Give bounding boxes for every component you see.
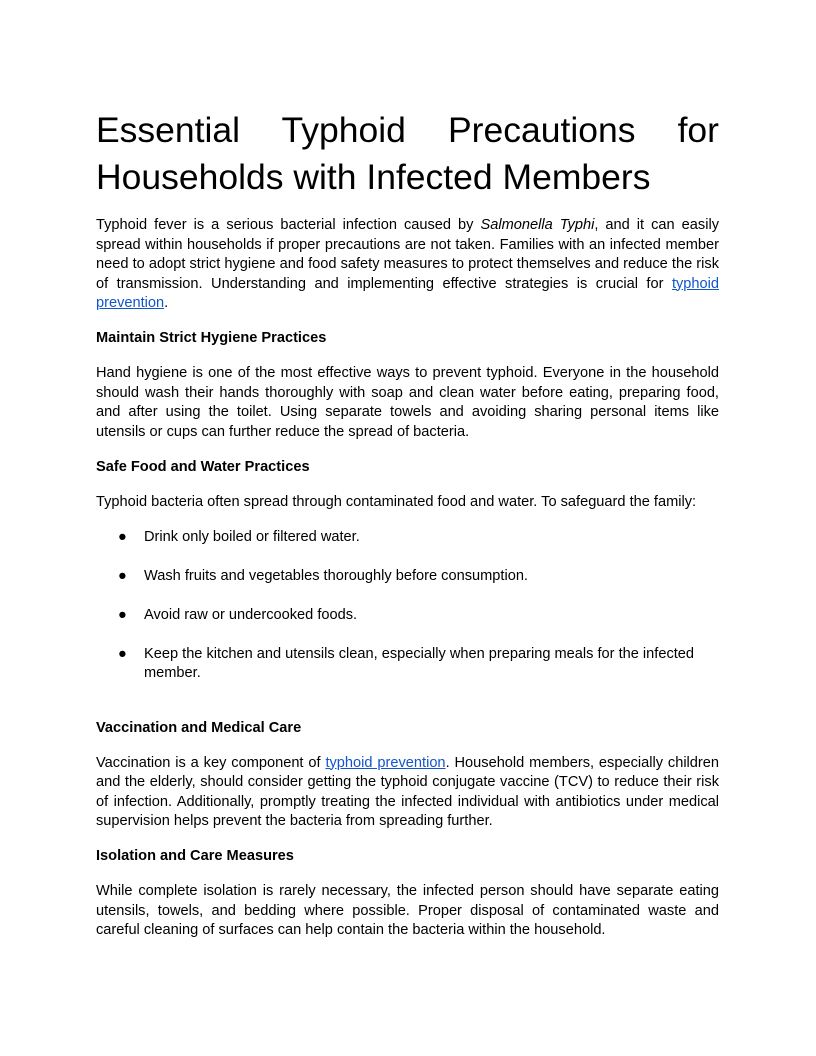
- list-item-text: Avoid raw or undercooked foods.: [144, 606, 358, 623]
- list-item-text: Drink only boiled or filtered water.: [144, 528, 360, 545]
- intro-italic-organism: Salmonella Typhi: [480, 217, 595, 233]
- document-page: [96, 107, 719, 956]
- typhoid-prevention-link[interactable]: typhoid prevention: [325, 754, 446, 771]
- vaccination-paragraph: [96, 754, 719, 832]
- intro-text-end: .: [164, 295, 169, 311]
- isolation-heading: Isolation and Care Measures: [96, 848, 294, 864]
- hygiene-heading: Maintain Strict Hygiene Practices: [96, 330, 327, 346]
- list-item: [96, 567, 719, 587]
- list-item: [96, 528, 719, 548]
- intro-text-middle: , and it can easily spread within households if proper precautions are not taken. Families with an infected member need to adopt strict hygiene and food safety measures to protect themselves and reduce the risk of transmission. Understanding and implementing effective strategies is crucial for: [96, 217, 719, 292]
- hygiene-paragraph: Hand hygiene is one of the most effective ways to prevent typhoid. Everyone in the household should wash their hands thoroughly with soap and clean water before eating, preparing food, and after using the toilet. Using separate towels and avoiding sharing personal items like utensils or cups can further reduce the spread of bacteria.: [96, 365, 719, 440]
- bullet-icon: ●: [118, 567, 127, 584]
- typhoid-prevention-link[interactable]: typhoid prevention: [96, 275, 719, 311]
- bullet-icon: ●: [118, 606, 127, 623]
- food-heading: Safe Food and Water Practices: [96, 458, 310, 475]
- page-title: [96, 107, 719, 201]
- list-item-text: Wash fruits and vegetables thoroughly before consumption.: [144, 567, 528, 584]
- intro-paragraph: [96, 216, 719, 314]
- vaccination-text-end: . Household members, especially children and the elderly, should consider getting the typhoid conjugate vaccine (TCV) to reduce their risk of infection. Additionally, promptly treating the infected individual with antibiotics under medical supervision helps prevent the bacteria from spreading further.: [96, 754, 720, 829]
- vaccination-heading: Vaccination and Medical Care: [96, 719, 302, 736]
- isolation-paragraph: While complete isolation is rarely necessary, the infected person should have separate eating utensils, towels, and bedding where possible. Proper disposal of contaminated waste and careful cleaning of surfaces can help contain the bacteria within the household.: [96, 883, 719, 938]
- food-paragraph: Typhoid bacteria often spread through contaminated food and water. To safeguard the family:: [96, 493, 697, 510]
- title-line-2: Households with Infected Members: [96, 157, 651, 197]
- vaccination-text-start: Vaccination is a key component of: [96, 754, 326, 771]
- intro-text-start: Typhoid fever is a serious bacterial infection caused by: [96, 217, 481, 233]
- food-list: [96, 528, 719, 684]
- title-line-1: Essential Typhoid Precautions for: [96, 110, 719, 150]
- list-item-text: Keep the kitchen and utensils clean, especially when preparing meals for the infected member.: [144, 645, 695, 681]
- list-item: [96, 606, 719, 626]
- list-item: [96, 645, 719, 684]
- bullet-icon: ●: [118, 645, 127, 662]
- bullet-icon: ●: [118, 528, 127, 545]
